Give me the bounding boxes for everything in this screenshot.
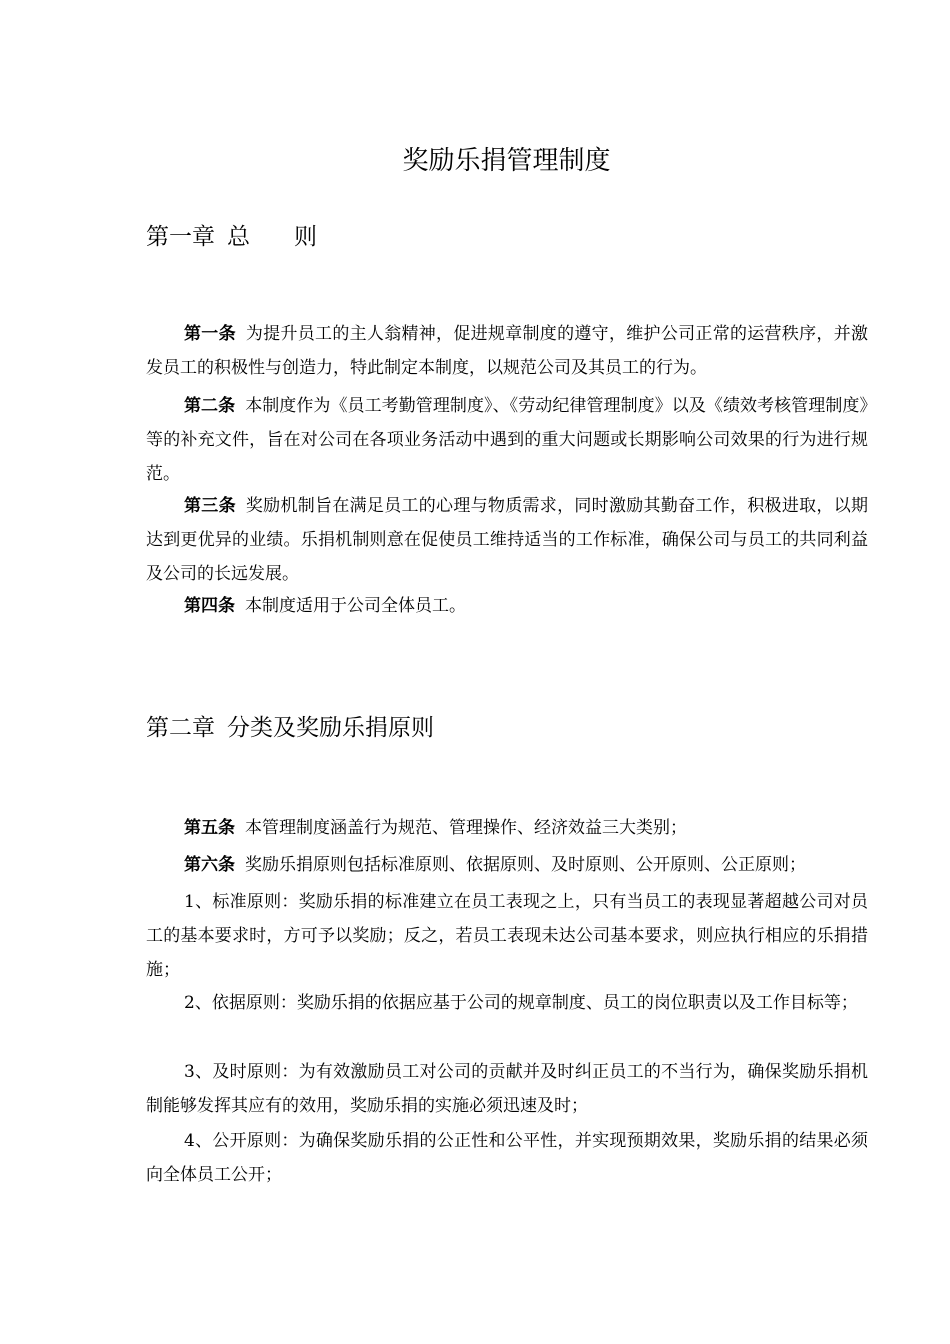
article-text: 为提升员工的主人翁精神，促进规章制度的遵守，维护公司正常的运营秩序，并激发员工的积极性与创造力，特此制定本制度，以规范公司及其员工的行为。 — [146, 324, 869, 378]
principle-item-1: 1、标准原则：奖励乐捐的标准建立在员工表现之上，只有当员工的表现显著超越公司对员工的基本要求时，方可予以奖励；反之，若员工表现未达公司基本要求，则应执行相应的乐捐措施； — [146, 892, 868, 980]
article-label: 第三条 — [184, 496, 236, 516]
article-label: 第四条 — [184, 596, 235, 616]
chapter-1-heading — [146, 221, 361, 253]
document-title: 奖励乐捐管理制度 — [402, 146, 611, 176]
article-4 — [146, 589, 868, 623]
article-text: 本制度适用于公司全体员工。 — [245, 596, 466, 616]
principle-item-3: 3、及时原则：为有效激励员工对公司的贡献并及时纠正员工的不当行为，确保奖励乐捐机制能够发挥其应有的效用，奖励乐捐的实施必须迅速及时； — [146, 1062, 868, 1116]
article-label: 第二条 — [184, 396, 236, 416]
principle-item-4: 4、公开原则：为确保奖励乐捐的公正性和公平性，并实现预期效果，奖励乐捐的结果必须向全体员工公开； — [146, 1131, 868, 1185]
article-label: 第一条 — [184, 324, 236, 344]
article-5 — [146, 811, 868, 845]
chapter-2-heading — [146, 712, 434, 744]
article-label: 第六条 — [184, 855, 235, 875]
article-text: 本管理制度涵盖行为规范、管理操作、经济效益三大类别； — [245, 818, 687, 838]
chapter-number: 第二章 — [146, 715, 215, 741]
article-2 — [146, 389, 868, 491]
article-3 — [146, 489, 868, 591]
article-text: 奖励机制旨在满足员工的心理与物质需求，同时激励其勤奋工作，积极进取，以期达到更优异的业绩。乐捐机制则意在促使员工维持适当的工作标准，确保公司与员工的共同利益及公司的长远发展。 — [146, 496, 869, 584]
chapter-title: 总则 — [227, 224, 361, 250]
article-label: 第五条 — [184, 818, 235, 838]
article-text: 奖励乐捐原则包括标准原则、依据原则、及时原则、公开原则、公正原则； — [245, 855, 806, 875]
article-6 — [146, 848, 868, 882]
chapter-number: 第一章 — [146, 224, 215, 250]
chapter-title: 分类及奖励乐捐原则 — [227, 715, 434, 741]
article-1 — [146, 317, 868, 385]
principle-item-2: 2、依据原则：奖励乐捐的依据应基于公司的规章制度、员工的岗位职责以及工作目标等； — [184, 993, 858, 1013]
article-text: 本制度作为《员工考勤管理制度》、《劳动纪律管理制度》以及《绩效考核管理制度》等的补充文件，旨在对公司在各项业务活动中遇到的重大问题或长期影响公司效果的行为进行规范。 — [146, 396, 868, 484]
